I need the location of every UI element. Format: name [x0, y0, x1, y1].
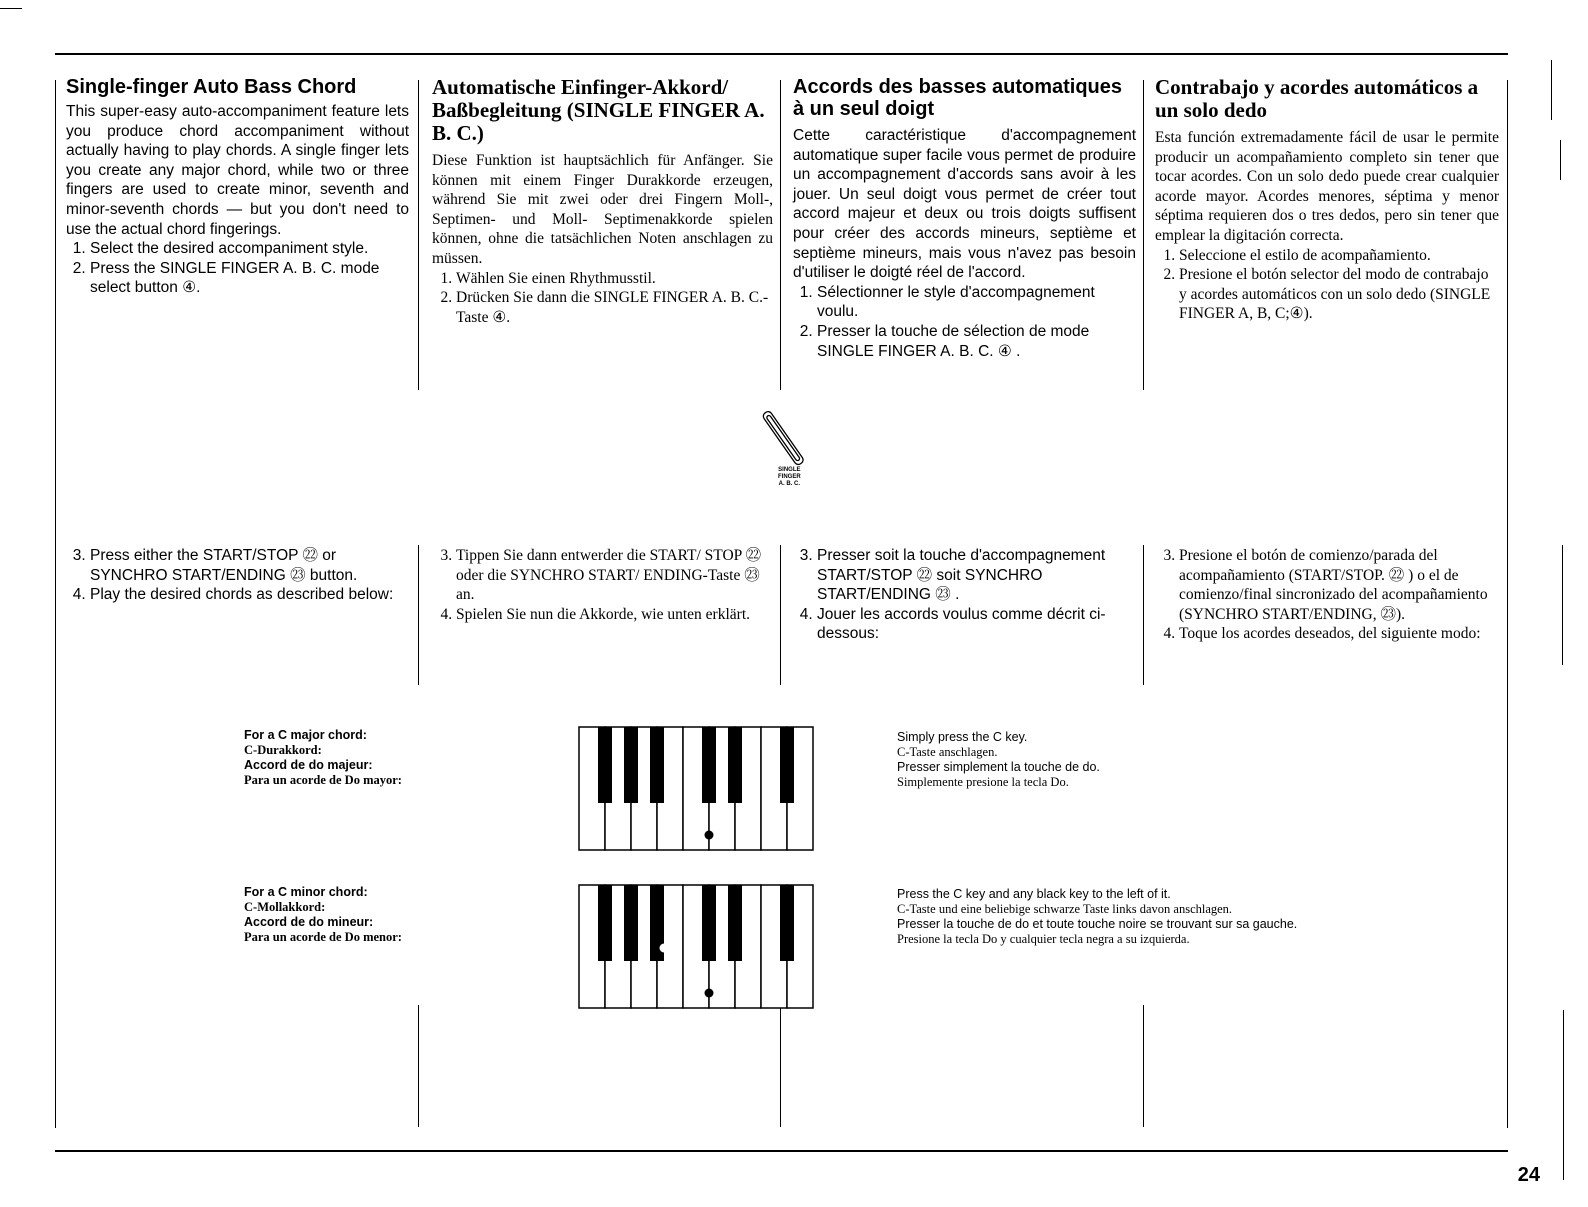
pressed-key-marker: [705, 989, 714, 998]
step-1: 1. Wählen Sie einen Rhythmusstil.: [456, 269, 773, 289]
column-divider: [418, 80, 419, 390]
black-key: [624, 885, 638, 961]
column-divider: [1143, 80, 1144, 390]
black-key: [702, 727, 716, 803]
black-key: [650, 727, 664, 803]
step-4: 4. Spielen Sie nun die Akkorde, wie unten erklärt.: [456, 605, 773, 625]
steps-spanish-continued: [1155, 546, 1499, 644]
top-rule: [55, 53, 1508, 55]
steps-german-continued: [432, 546, 773, 624]
c-minor-keyboard-diagram: [578, 884, 814, 1010]
column-divider: [780, 1005, 781, 1127]
section-english: [66, 76, 409, 298]
black-key: [702, 885, 716, 961]
section-spanish: [1155, 76, 1499, 324]
step-1: 1. Sélectionner le style d'accompagnement voulu.: [817, 283, 1136, 322]
step-3: 3. Tippen Sie dann entwerder die START/ STOP ㉒ oder die SYNCHRO START/ ENDING-Taste ㉓ an.: [456, 546, 773, 605]
step-1: 1. Select the desired accompaniment style.: [90, 239, 409, 259]
black-key: [598, 885, 612, 961]
steps-french-continued: [793, 546, 1136, 644]
heading-spanish: Contrabajo y acordes automáticos a un solo dedo: [1155, 75, 1479, 122]
intro-spanish: Esta función extremadamente fácil de usar le permite producir un acompañamiento completo sin tener que tocar acordes. Con un solo dedo puede crear cualquier acorde mayor. Acordes menores, séptima y menor séptima requieren dos o tres dedos, pero sin tener que emplear la digitación correcta.: [1155, 129, 1499, 244]
column-divider: [780, 545, 781, 685]
step-4: 4. Play the desired chords as described below:: [90, 585, 409, 605]
column-divider: [418, 1005, 419, 1127]
scan-edge-line: [1562, 545, 1563, 665]
c-major-instructions: Simply press the C key. C-Taste anschlagen. Presser simplement la touche de do. Simplemente presione la tecla Do.: [897, 730, 1100, 789]
black-key: [780, 885, 794, 961]
heading-english: Single-finger Auto Bass Chord: [66, 76, 357, 98]
pressed-black-key-marker: [660, 944, 669, 953]
steps-french: [793, 283, 1136, 361]
step-1: 1. Seleccione el estilo de acompañamiento.: [1179, 246, 1499, 266]
scan-edge-line: [1551, 60, 1552, 120]
step-3: 3. Presione el botón de comienzo/parada del acompañamiento (START/STOP. ㉒ ) o el de comienzo/final sincronizado del acompañamiento (SYNCHRO START/ENDING, ㉓).: [1179, 546, 1499, 624]
intro-french: Cette caractéristique d'accompagnement automatique super facile vous permet de produire un accompagnement d'accords sans avoir à les jouer. Un seul doigt vous permet de créer tout accord majeur et deux ou trois doigts suffisent pour créer des accords mineurs, septième et septième mineurs, mais vous n'avez pas besoin d'utiliser le doigté réel de l'accord.: [793, 127, 1136, 282]
single-finger-button-illustration: [755, 410, 835, 494]
pressed-key-marker: [705, 831, 714, 840]
step-3: 3. Presser soit la touche d'accompagnement START/STOP ㉒ soit SYNCHRO START/ENDING ㉓ .: [817, 546, 1136, 605]
left-margin-rule: [55, 80, 56, 1128]
column-divider: [1143, 545, 1144, 685]
steps-german: [432, 269, 773, 328]
bottom-rule: [55, 1150, 1508, 1152]
step-2: 2. Presser la touche de sélection de mode SINGLE FINGER A. B. C. ④ .: [817, 322, 1136, 361]
intro-english: This super-easy auto-accompaniment feature lets you produce chord accompaniment without actually having to play chords. A single finger lets you create any major chord, while two or three fingers are used to create minor, seventh and minor-seventh chords — but you don't need to use the actual chord fingerings.: [66, 103, 409, 238]
steps-english-continued: [66, 546, 409, 605]
black-key: [624, 727, 638, 803]
step-3: 3. Press either the START/STOP ㉒ or SYNCHRO START/ENDING ㉓ button.: [90, 546, 409, 585]
page-number: 24: [1517, 1164, 1540, 1186]
black-key: [598, 727, 612, 803]
black-key: [780, 727, 794, 803]
section-german: [432, 76, 773, 327]
section-french: [793, 76, 1136, 361]
black-key: [728, 885, 742, 961]
c-major-chord-labels: For a C major chord: C-Durakkord: Accord de do majeur: Para un acorde de Do mayor:: [244, 728, 402, 787]
column-divider: [1143, 1005, 1144, 1127]
scan-edge-line: [1563, 1010, 1564, 1180]
steps-spanish: [1155, 246, 1499, 324]
c-minor-instructions: Press the C key and any black key to the left of it. C-Taste und eine beliebige schwarze Taste links davon anschlagen. Presser la touche de do et toute touche noire se trouvant sur sa gauche. Presione la tecla Do y cualquier tecla negra a su izquierda.: [897, 887, 1298, 946]
right-margin-rule: [1507, 80, 1508, 1128]
heading-german: Automatische Einfinger-Akkord/ Baßbegleitung (SINGLE FINGER A. B. C.): [432, 75, 765, 145]
step-2: 2. Press the SINGLE FINGER A. B. C. mode select button ④.: [90, 259, 409, 298]
corner-mark: [0, 8, 22, 9]
column-divider: [780, 80, 781, 390]
black-key: [728, 727, 742, 803]
step-2: 2. Drücken Sie dann die SINGLE FINGER A. B. C.-Taste ④.: [456, 288, 773, 327]
column-divider: [418, 545, 419, 685]
button-key-icon: [755, 410, 815, 466]
button-label: SINGLE FINGER A. B. C.: [778, 467, 801, 487]
intro-german: Diese Funktion ist hauptsächlich für Anfänger. Sie können mit einem Finger Durakkorde erzeugen, während Sie mit zwei oder drei Fingern Moll-, Septimen- und Moll- Septimenakkorde spielen können, ohne die tatsächlichen Noten anschlagen zu müssen.: [432, 152, 773, 267]
c-major-keyboard-diagram: [578, 726, 814, 852]
heading-french: Accords des basses automatiques à un seul doigt: [793, 76, 1123, 120]
c-minor-chord-labels: For a C minor chord: C-Mollakkord: Accord de do mineur: Para un acorde de Do menor:: [244, 885, 402, 944]
step-4: 4. Toque los acordes deseados, del siguiente modo:: [1179, 624, 1499, 644]
step-4: 4. Jouer les accords voulus comme décrit ci-dessous:: [817, 605, 1136, 644]
scan-edge-line: [1560, 140, 1561, 180]
step-2: 2. Presione el botón selector del modo de contrabajo y acordes automáticos con un solo dedo (SINGLE FINGER A, B, C;④).: [1179, 265, 1499, 324]
steps-english: [66, 239, 409, 298]
